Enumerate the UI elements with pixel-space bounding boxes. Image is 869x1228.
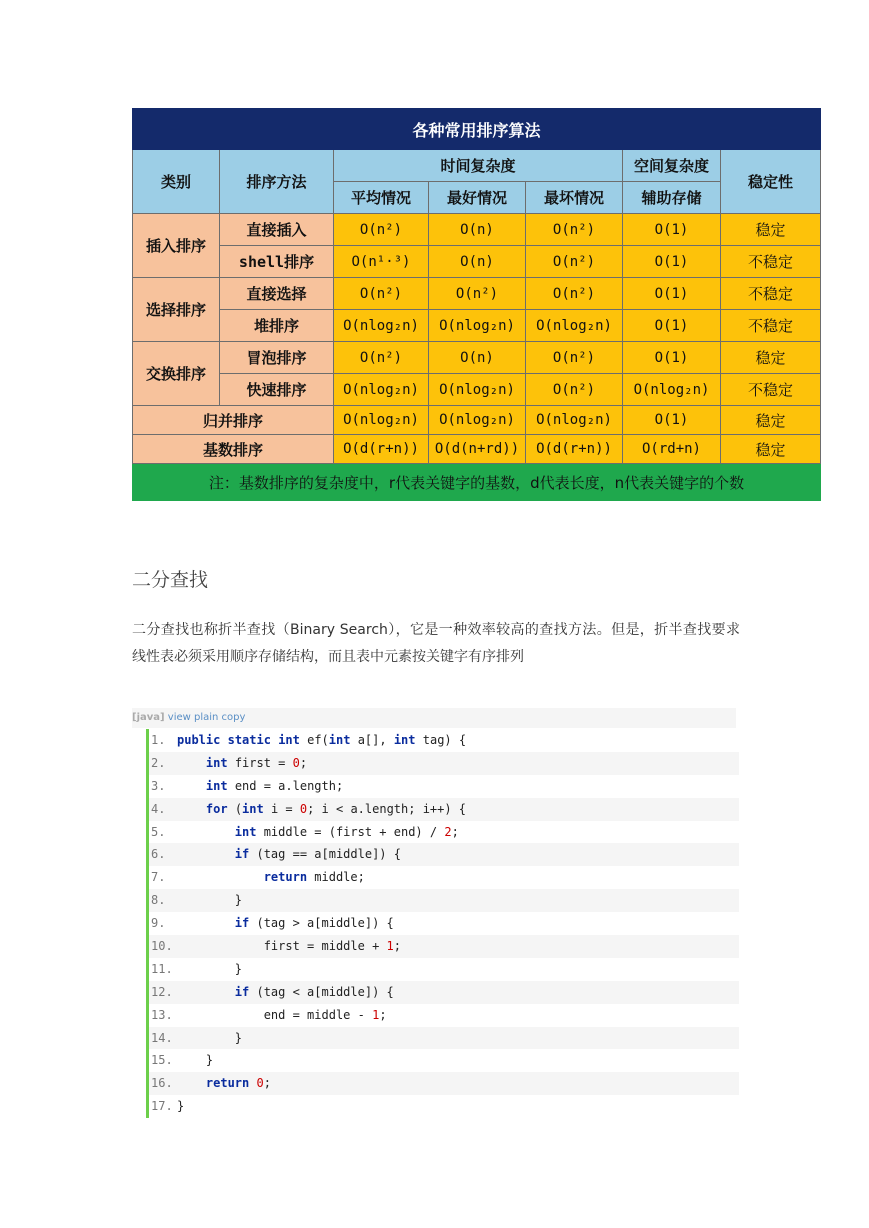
table-row [133,374,821,406]
average-cell: O(d(r+n)) [334,435,429,464]
method-cell: 快速排序 [220,374,334,406]
space-cell: O(1) [623,342,721,374]
space-cell: O(1) [623,406,721,435]
intro-paragraph: 二分查找也称折半查找（Binary Search），它是一种效率较高的查找方法。但是，折半查找要求线性表必须采用顺序存储结构，而且表中元素按关键字有序排列 [132,622,740,665]
header-stability: 稳定性 [721,150,821,214]
stability-cell: 不稳定 [721,374,821,406]
code-line: 6. if (tag == a[middle]) { [149,843,739,866]
average-cell: O(nlog₂n) [334,374,429,406]
line-number: 11. [151,961,173,976]
method-cell: 直接插入 [220,214,334,246]
header-space-complexity: 空间复杂度 [623,150,721,182]
average-cell: O(n²) [334,278,429,310]
stability-cell: 稳定 [721,342,821,374]
stability-cell: 稳定 [721,214,821,246]
best-cell: O(n) [429,214,526,246]
best-cell: O(n²) [429,278,526,310]
copy-link[interactable]: copy [221,712,246,723]
space-cell: O(nlog₂n) [623,374,721,406]
stability-cell: 不稳定 [721,278,821,310]
code-line: 1. public static int ef(int a[], int tag) { [149,729,739,752]
line-number: 2. [151,755,166,770]
method-cell: 冒泡排序 [220,342,334,374]
line-number: 13. [151,1007,173,1022]
space-cell: O(1) [623,278,721,310]
sorting-complexity-table [132,108,821,501]
code-line: 8. } [149,889,739,912]
code-line: 9. if (tag > a[middle]) { [149,912,739,935]
worst-cell: O(d(r+n)) [526,435,623,464]
worst-cell: O(n²) [526,246,623,278]
line-number: 4. [151,801,166,816]
code-line: 15. } [149,1049,739,1072]
header-method: 排序方法 [220,150,334,214]
code-line: 12. if (tag < a[middle]) { [149,981,739,1004]
code-line: 3. int end = a.length; [149,775,739,798]
line-number: 3. [151,778,166,793]
code-line: 7. return middle; [149,866,739,889]
code-block [146,729,739,1118]
table-row [133,310,821,342]
average-cell: O(n²) [334,214,429,246]
average-cell: O(nlog₂n) [334,310,429,342]
space-cell: O(rd+n) [623,435,721,464]
code-line: 5. int middle = (first + end) / 2; [149,821,739,844]
line-number: 12. [151,984,173,999]
method-cell: shell排序 [220,246,334,278]
code-line: 17. } [149,1095,739,1118]
header-worst: 最坏情况 [526,182,623,214]
category-cell: 交换排序 [133,342,220,406]
sorting-table [132,108,820,501]
code-line: 16. return 0; [149,1072,739,1095]
line-number: 14. [151,1030,173,1045]
table-title: 各种常用排序算法 [133,109,821,150]
space-cell: O(1) [623,214,721,246]
line-number: 5. [151,824,166,839]
stability-cell: 不稳定 [721,246,821,278]
header-category: 类别 [133,150,220,214]
code-line: 11. } [149,958,739,981]
table-note: 注：基数排序的复杂度中，r代表关键字的基数，d代表长度，n代表关键字的个数 [133,464,821,501]
table-row [133,342,821,374]
line-number: 16. [151,1076,173,1091]
best-cell: O(n) [429,342,526,374]
header-aux-storage: 辅助存储 [623,182,721,214]
line-number: 8. [151,893,166,908]
line-number: 6. [151,847,166,862]
best-cell: O(nlog₂n) [429,406,526,435]
category-cell: 插入排序 [133,214,220,278]
stability-cell: 不稳定 [721,310,821,342]
table-row [133,435,821,464]
worst-cell: O(n²) [526,278,623,310]
header-time-complexity: 时间复杂度 [334,150,623,182]
code-line: 4. for (int i = 0; i < a.length; i++) { [149,798,739,821]
stability-cell: 稳定 [721,435,821,464]
view-plain-link[interactable]: view plain [167,712,219,723]
line-number: 15. [151,1053,173,1068]
best-cell: O(nlog₂n) [429,374,526,406]
line-number: 9. [151,916,166,931]
code-line: 2. int first = 0; [149,752,739,775]
table-row [133,246,821,278]
category-cell: 归并排序 [133,406,334,435]
table-row [133,278,821,310]
average-cell: O(n¹·³) [334,246,429,278]
worst-cell: O(n²) [526,214,623,246]
worst-cell: O(nlog₂n) [526,406,623,435]
average-cell: O(nlog₂n) [334,406,429,435]
code-line: 10. first = middle + 1; [149,935,739,958]
best-cell: O(nlog₂n) [429,310,526,342]
code-toolbar [132,708,736,728]
worst-cell: O(nlog₂n) [526,310,623,342]
section-title: 二分查找 [132,569,209,591]
stability-cell: 稳定 [721,406,821,435]
space-cell: O(1) [623,310,721,342]
code-line: 13. end = middle - 1; [149,1004,739,1027]
line-number: 17. [151,1099,173,1114]
worst-cell: O(n²) [526,374,623,406]
best-cell: O(d(n+rd)) [429,435,526,464]
code-line: 14. } [149,1027,739,1050]
best-cell: O(n) [429,246,526,278]
table-row [133,406,821,435]
header-best: 最好情况 [429,182,526,214]
line-number: 7. [151,870,166,885]
header-average: 平均情况 [334,182,429,214]
method-cell: 直接选择 [220,278,334,310]
method-cell: 堆排序 [220,310,334,342]
line-number: 1. [151,733,166,747]
line-number: 10. [151,939,173,954]
category-cell: 选择排序 [133,278,220,342]
category-cell: 基数排序 [133,435,334,464]
space-cell: O(1) [623,246,721,278]
average-cell: O(n²) [334,342,429,374]
code-language-label: [java] [132,712,165,723]
table-row [133,214,821,246]
worst-cell: O(n²) [526,342,623,374]
